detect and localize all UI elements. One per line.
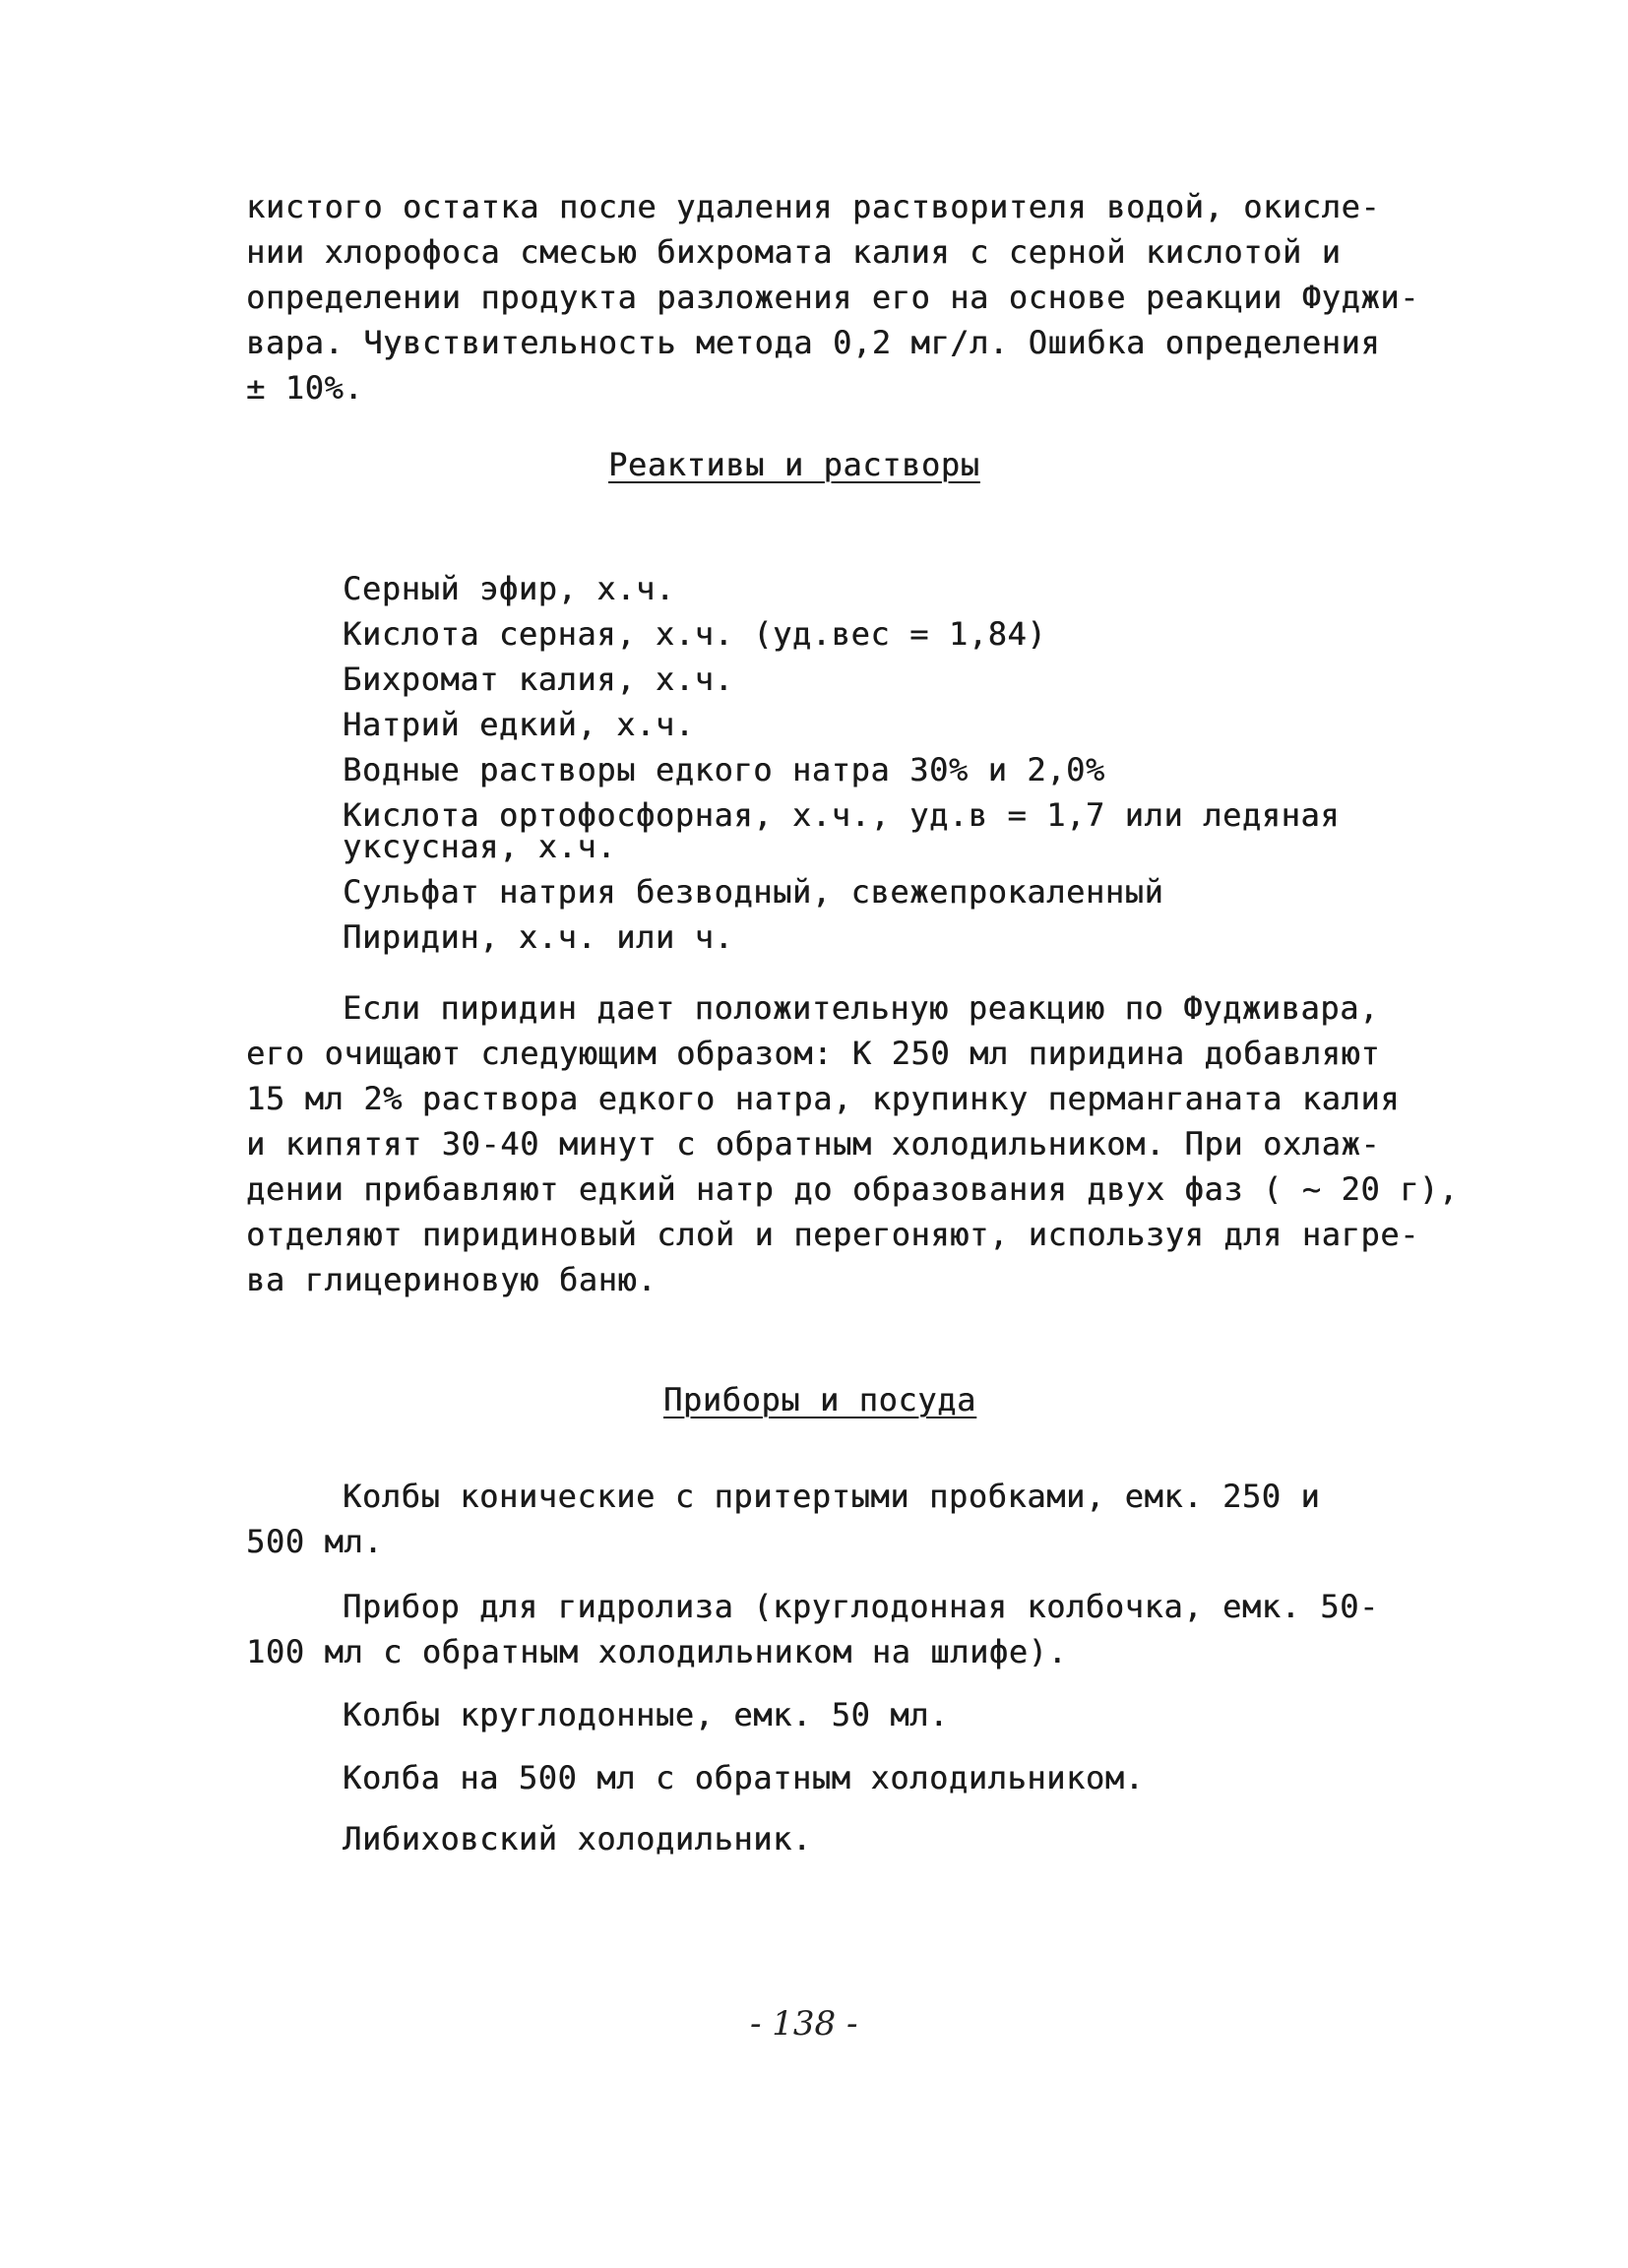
note-line: ва глицериновую баню. xyxy=(246,1261,657,1298)
equipment-line: Либиховский холодильник. xyxy=(343,1820,812,1858)
note-line: дении прибавляют едкий натр до образования двух фаз ( ~ 20 г), xyxy=(246,1170,1459,1208)
page-number: - 138 - xyxy=(750,2004,858,2044)
note-line: 15 мл 2% раствора едкого натра, крупинку перманганата калия xyxy=(246,1080,1401,1117)
equipment-line: Колба на 500 мл с обратным холодильником. xyxy=(343,1759,1145,1796)
reagent-item: Сульфат натрия безводный, свежепрокаленный xyxy=(343,873,1164,911)
equipment-line: 500 мл. xyxy=(246,1523,384,1560)
section-heading-reagents: Реактивы и растворы xyxy=(608,446,980,483)
equipment-line: Колбы конические с притертыми пробками, емк. 250 и xyxy=(343,1478,1321,1515)
intro-line: ± 10%. xyxy=(246,369,364,407)
equipment-line: Колбы круглодонные, емк. 50 мл. xyxy=(343,1696,949,1733)
intro-line: определении продукта разложения его на основе реакции Фуджи- xyxy=(246,279,1419,316)
reagent-item: Кислота ортофосфорная, х.ч., уд.в = 1,7 или ледяная xyxy=(343,796,1341,834)
reagent-item: Натрий едкий, х.ч. xyxy=(343,706,695,743)
reagent-item: Водные растворы едкого натра 30% и 2,0% xyxy=(343,751,1105,788)
reagent-item: Пиридин, х.ч. или ч. xyxy=(343,918,734,956)
note-line: и кипятят 30-40 минут с обратным холодильником. При охлаж- xyxy=(246,1125,1381,1163)
reagent-item: Кислота серная, х.ч. (уд.вес = 1,84) xyxy=(343,615,1047,653)
equipment-line: 100 мл с обратным холодильником на шлифе). xyxy=(246,1633,1068,1670)
note-line: Если пиридин дает положительную реакцию по Фудживара, xyxy=(343,989,1379,1027)
note-line: его очищают следующим образом: К 250 мл пиридина добавляют xyxy=(246,1035,1381,1072)
reagent-item: Бихромат калия, х.ч. xyxy=(343,661,734,698)
reagent-item: Серный эфир, х.ч. xyxy=(343,570,675,607)
intro-line: кистого остатка после удаления растворителя водой, окисле- xyxy=(246,188,1381,225)
section-heading-equipment: Приборы и посуда xyxy=(663,1381,976,1418)
equipment-line: Прибор для гидролиза (круглодонная колбочка, емк. 50- xyxy=(343,1588,1379,1625)
note-line: отделяют пиридиновый слой и перегоняют, используя для нагре- xyxy=(246,1216,1419,1253)
intro-line: нии хлорофоса смесью бихромата калия с серной кислотой и xyxy=(246,233,1342,271)
reagent-item: уксусная, х.ч. xyxy=(343,828,617,865)
intro-line: вара. Чувствительность метода 0,2 мг/л. Ошибка определения xyxy=(246,324,1381,361)
